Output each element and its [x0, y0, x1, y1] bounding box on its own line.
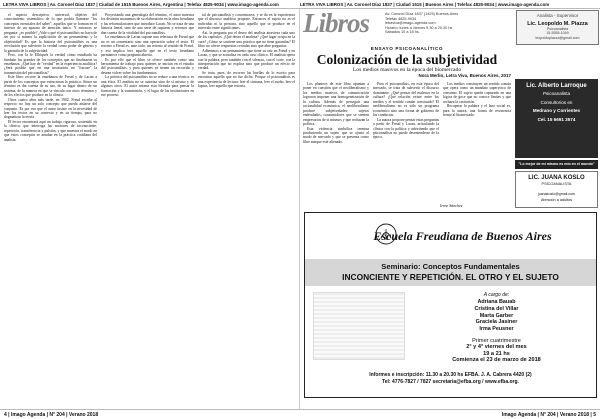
ad-line: Psicoanalista — [542, 91, 571, 96]
seminar-subtitle: INCONCIENTE Y REPETICIÓN. EL OTRO Y EL SUJETO — [342, 272, 559, 282]
page-header — [0, 0, 600, 9]
ad-line: leopoldopiazza@gmail.com — [535, 35, 580, 40]
paragraph: La enseñanza de Lacan supone una relectura de Freud que no es un comentario sino una operación sobre el texto. El retorno a Freud es, ante todo, un retorno al sentido de Freud, y eso implica leer aquello que en el texto freudiano permanece como pregunta abierta. — [101, 35, 194, 58]
header-left: LETRA VIVA LIBROS | Av. Coronel Díaz 1837 | Ciudad de 1515 Buenos Aires, Argentina | Telefax 4825-9034 | www.imago-agenda.com — [3, 1, 279, 7]
ad-quote: "Lo mejor de mí mismo es mío en el mundo" — [515, 160, 598, 169]
paragraph: Se trata, pues, de recorrer las huellas de lo escrito para encontrar aquello que no fue dicho. Porque el psicoanálisis es una experiencia de lectura: leer el síntoma, leer el sueño, leer el lapsus, leer aquello que retorna. — [198, 70, 295, 89]
efba-logo-icon — [375, 223, 397, 245]
ad-tag: Analista - Supervisor — [536, 13, 579, 18]
info-line: Telefax 4825-9034 — [385, 16, 417, 21]
contact-line: Informes e inscripción: 11.30 a 20.30 hs EFBA. J. A. Cabrera 4420 (2) — [369, 371, 532, 378]
article-column-3 — [443, 82, 511, 202]
footer-left: 4 | Imago Agenda | N° 204 | Verano 2018 — [4, 411, 99, 418]
paragraph: Adherimos a un pensamiento que tiene su raíz en Freud y en Lacan, y que se actualiza en cada caso clínico. El analista opera con la palabra, pero también con el silencio, con el corte, con la interpretación que no explica sino que produce un efecto de verdad. — [198, 48, 295, 71]
ad-efba — [304, 212, 597, 398]
ad-line: Psicoanalista — [546, 27, 569, 31]
teacher-name: Marta Garber — [479, 312, 514, 319]
ad-sub: PSICOANALISTA — [541, 182, 572, 186]
paragraph: Otros cuatro años más tarde, en 1902, Freud escribe al respecto: no hay un solo concepto que pueda aislarse del conjunto. Es por eso que el autor insiste en la necesidad de leer los textos en su contexto y en su tiempo, para no dogmatizar la teoría. — [4, 97, 97, 120]
info-line: Sábados 10 a 18 hs. — [385, 30, 420, 35]
efba-title-band — [305, 259, 596, 286]
ad-line: Consultorios en — [540, 99, 573, 105]
page-fold — [299, 9, 300, 409]
teacher-name: Graciela Jasiner — [475, 319, 518, 326]
paragraph: Recuperar la palabra y el lazo social es, para la autora, una forma de resistencia frente al biomercado. — [443, 104, 511, 118]
libros-logo: Libros — [303, 8, 370, 38]
ad-name: Lic. Leopoldo M. Piazza — [527, 21, 588, 27]
paragraph: Es por ello que el libro se ofrece también como una herramienta de trabajo para quienes se inician en el estudio del psicoanálisis, y para quienes ya tienen un recorrido y desean volver sobre los fundamentos. — [101, 57, 194, 75]
paragraph: Los planteos de este libro apuntan a poner en cuestión que el neoliberalismo y los medios masivos de comunicación lograron imponer una homogeneización de la cultura. Además de perseguir una racionalidad económica, el neoliberalismo produce subjetividades: sujetos endeudados, consumidores que se sienten empresarios de sí mismos y que rechazan la política. — [303, 82, 369, 127]
teacher-name: Cristina del Villar — [474, 305, 519, 312]
paragraph: El lector encontrará aquí un trabajo riguroso, sostenido en la clínica, que interroga las nociones de inconsciente, repetición, transferencia y pulsión, y que muestra el modo en que estos conceptos se anudan en la práctica cotidiana del analista. — [4, 119, 97, 142]
header-right: LETRA VIVA LIBROS | Av. Coronel Díaz 1837 | Ciudad 1515 | Buenos Aires | Telefax 4825-9034 | www.imago-agenda.com — [300, 1, 550, 7]
cargo-label: A cargo de: — [483, 292, 510, 298]
paragraph: Para el psicoanálisis, en esta época del mercado, se trata de subvertir el discurso dominante. ¿Qué pensar del malestar en la cultura? ¿Qué relación existe entre los medios y el sentido común construido? El neoliberalismo no es sólo un programa económico sino una forma de gobierno de las conductas. — [373, 82, 439, 118]
info-line: letraviva@imago-agenda.com — [385, 21, 436, 26]
paragraph: Los medios construyen un sentido común que opera como un mandato superyoico de consumo. El sujeto queda capturado en una lógica de goce que no conoce límites y que rechaza la castración. — [443, 82, 511, 104]
info-line: Av. Coronel Díaz 1837 (1425) Buenos Aires — [385, 12, 459, 16]
paragraph: el aspecto descriptivo, universal, objetivo del conocimiento sistemático de lo que podría llamarse "los conceptos esenciales del saber", aquellos que se forman en el interior de un aparato de atención único. Y entonces se pregunta: ¿es posible? ¿Vale o qué el psicoanálisis no haya de ser por sí mismo la explicación de un pensamiento y la objetividad? Es que la historia del psicoanálisis es una revolución que subvierte la verdad como poder de génesis y la garantía de la subjetividad. — [4, 13, 97, 53]
efba-school-name: Escuela Freudiana de Buenos Aires — [373, 228, 552, 243]
paragraph: Así, la pregunta por el deseo del analista atraviesa cada uno de los capítulos. ¿Qué desea el analista? ¿Qué lugar ocupa en la cura? ¿Cómo se sostiene una práctica que no tiene garantías? El libro no ofrece respuestas cerradas sino que abre preguntas. — [198, 30, 295, 49]
info-line: Horario: lunes a viernes 9.30 a 20.30 hs — [385, 25, 453, 30]
seminar-title: Seminario: Conceptos Fundamentales — [381, 262, 520, 271]
article-column-2 — [373, 82, 439, 202]
efba-header — [305, 213, 596, 259]
efba-details — [405, 292, 588, 364]
article-title: Colonización de la subjetividad — [316, 52, 498, 67]
ad-larroque — [515, 79, 598, 158]
footer-right: Imago Agenda | N° 204 | Verano 2018 | 5 — [501, 411, 596, 418]
seminar-period: Primer cuatrimestre — [472, 337, 521, 344]
article-column-1 — [303, 82, 369, 202]
teacher-name: Irma Peusner — [479, 326, 514, 333]
article-byline: Nora Merlin, Letra Viva, Buenos Aires, 2017 — [418, 73, 511, 78]
ad-name: Lic. Alberto Larroque — [526, 83, 587, 89]
efba-body — [305, 286, 596, 364]
masthead — [303, 10, 599, 45]
seminar-schedule: 2° y 4° viernes del mes — [466, 343, 527, 350]
ad-line: 15-5555-1049 — [546, 31, 569, 36]
paragraph: tal de psicoanálisis y concentrarse, y se da en la experiencia que el discurso analítico propone. Entonces el sujeto no es el individuo ni la persona, sino aquello que se produce en el intervalo entre significantes. — [198, 13, 295, 31]
ad-name: LIC. JUANA KOSLO — [528, 175, 585, 181]
ad-phone: Cel. 15 6691 3574 — [537, 116, 576, 122]
article-signature: Irene Sánchez — [440, 203, 463, 208]
page-footer — [0, 409, 600, 419]
seminar-time: 19 a 21 hs — [483, 350, 510, 357]
paragraph: Pero, con la fe Ellriqués la verdad cómo estudiada ha fundado los grandes de los conceptos que no finalizaron su enseñanza. ¿Qué hay de "verdad" en la experiencia analítica? ¿Será posible que en una institución no "fracase" la transmisión del psicoanálisis? — [4, 53, 97, 75]
efba-photo — [313, 292, 405, 360]
paragraph: Esta violencia simbólica termina produciendo un sujeto que se ajusta al modo de mercado y que se presenta como libre aunque esté alienado. — [303, 126, 369, 144]
efba-contact — [305, 372, 596, 386]
article-kicker: ENSAYO PSICOANALÍTICO — [370, 46, 444, 51]
left-column-3 — [198, 13, 295, 405]
store-info — [385, 12, 505, 35]
ad-note: Atención a adultos — [540, 197, 573, 202]
ad-line: Medrano y Corrientes — [532, 108, 581, 114]
left-column-1 — [4, 13, 97, 405]
ad-piazza — [516, 10, 599, 45]
paragraph: La práctica del psicoanálisis no se reduce a una técnica: es una ética. El analista no se autoriza sino de sí mismo y de algunos otros. El autor retoma esta fórmula para pensar la formación y la transmisión, y el lugar de las instituciones en ese proceso. — [101, 75, 194, 98]
left-column-2 — [101, 13, 194, 405]
article-deck: Los medios masivos en la época del biomercado — [352, 67, 462, 73]
paragraph: La autora propone pensar estas preguntas a partir de Freud y Lacan, articulando la clínica con la política y advirtiendo que el psicoanálisis no puede desentenderse de la época. — [373, 117, 439, 140]
ad-email: juanakoslo@gmail.com — [537, 192, 576, 196]
seminar-start: Comienza el 23 de marzo de 2018 — [452, 357, 541, 364]
contact-line: Tel: 4776-7827 / 7827 secretaria@efba.org / www.efba.org. — [382, 378, 519, 385]
ad-koslo — [515, 171, 598, 208]
paragraph: Este libro recorre la enseñanza de Freud y de Lacan a partir de los conceptos que estructuran la práctica. Situar un término es dar cuenta de su uso, de su lugar dentro de un sistema, de la manera en que se vincula con otros términos y de los efectos que produce en la clínica. — [4, 75, 97, 98]
teacher-name: Adriana Bauab — [477, 299, 516, 305]
paragraph: Proyectando una genealogía del término, el autor muestra los distintos momentos de su elaboración en la obra freudiana y las reformulaciones que introduce Lacan. No se trata de una historia lineal, sino de una serie de rupturas y retornos que dan cuenta de la vitalidad del psicoanálisis. — [101, 13, 194, 35]
